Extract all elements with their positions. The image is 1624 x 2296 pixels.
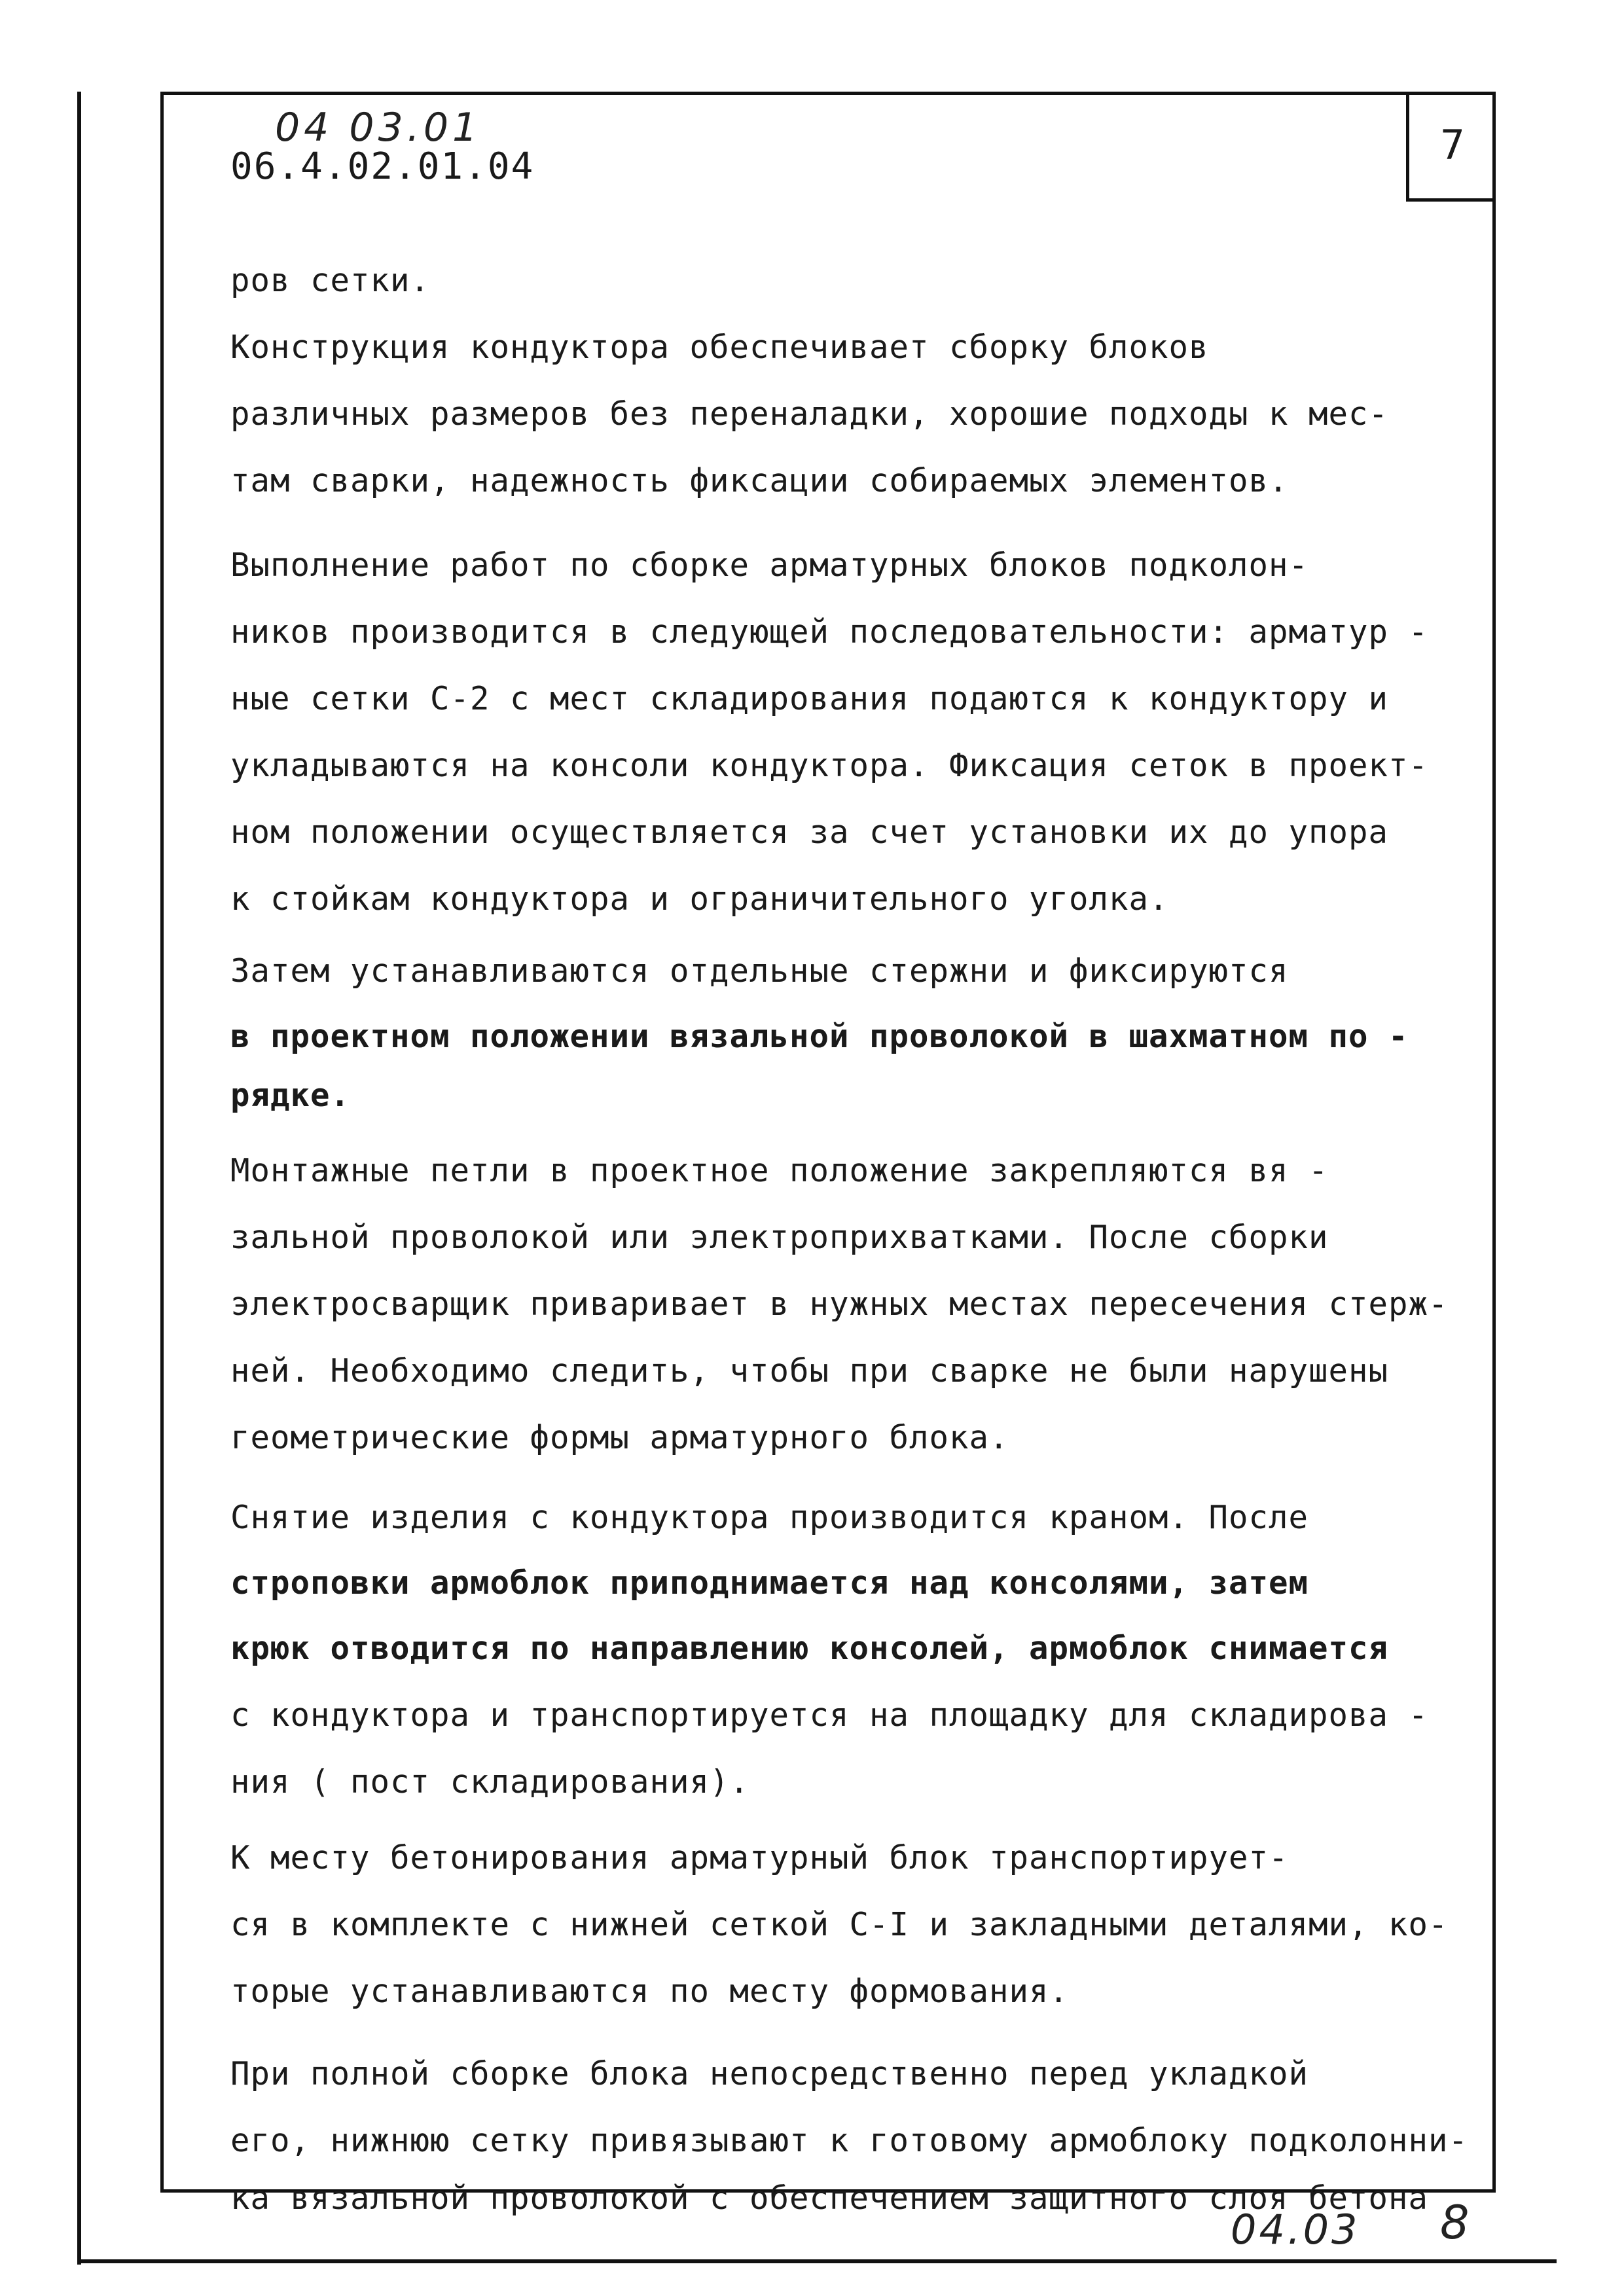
text-line: к стойкам кондуктора и ограничительного уголка. xyxy=(230,880,1169,918)
handwritten-footer-number: 8 xyxy=(1440,2196,1470,2250)
text-line: там сварки, надежность фиксации собираемых элементов. xyxy=(230,462,1289,499)
handwritten-footer-code: 04.03 xyxy=(1231,2206,1360,2253)
text-line: различных размеров без переналадки, хорошие подходы к мес- xyxy=(230,395,1389,433)
text-line: Затем устанавливаются отдельные стержни и фиксируются xyxy=(230,952,1289,990)
text-line: рядке. xyxy=(230,1077,351,1114)
text-line: торые устанавливаются по месту формования. xyxy=(230,1973,1070,2010)
page-number-box xyxy=(1406,92,1496,202)
text-line: ников производится в следующей последовательности: арматур - xyxy=(230,613,1429,651)
text-line: строповки армоблок приподнимается над консолями, затем xyxy=(230,1564,1309,1602)
handwritten-header-code: 04 03.01 xyxy=(275,105,482,151)
text-line: в проектном положении вязальной проволокой в шахматном по - xyxy=(230,1018,1409,1055)
text-line: укладываются на консоли кондуктора. Фиксация сеток в проект- xyxy=(230,747,1429,784)
binding-line-left xyxy=(77,92,81,2265)
text-line: Снятие изделия с кондуктора производится краном. После xyxy=(230,1499,1309,1536)
text-line: Конструкция кондуктора обеспечивает сборку блоков xyxy=(230,329,1209,366)
text-line: с кондуктора и транспортируется на площадку для складирова - xyxy=(230,1696,1429,1734)
text-line: электросварщик приваривает в нужных местах пересечения стерж- xyxy=(230,1285,1449,1323)
text-line: его, нижнюю сетку привязывают к готовому армоблоку подколонни- xyxy=(230,2122,1469,2159)
text-line: ния ( пост складирования). xyxy=(230,1763,750,1801)
text-line: ся в комплекте с нижней сеткой С-I и закладными деталями, ко- xyxy=(230,1906,1449,1943)
document-code: 06.4.02.01.04 xyxy=(230,145,535,188)
text-line: К месту бетонирования арматурный блок транспортирует- xyxy=(230,1839,1289,1876)
text-line: ров сетки. xyxy=(230,262,431,299)
binding-line-bottom xyxy=(77,2259,1557,2263)
text-line: ка вязальной проволокой с обеспечением защитного слоя бетона xyxy=(230,2179,1429,2217)
page-number: 7 xyxy=(1440,121,1465,169)
text-line: ном положении осуществляется за счет установки их до упора xyxy=(230,814,1389,851)
text-line: геометрические формы арматурного блока. xyxy=(230,1419,1009,1456)
text-line: крюк отводится по направлению консолей, армоблок снимается xyxy=(230,1630,1389,1667)
text-line: При полной сборке блока непосредственно перед укладкой xyxy=(230,2055,1309,2092)
text-line: ней. Необходимо следить, чтобы при сварке не были нарушены xyxy=(230,1352,1389,1390)
text-line: зальной проволокой или электроприхватками. После сборки xyxy=(230,1219,1329,1256)
text-line: Выполнение работ по сборке арматурных блоков подколон- xyxy=(230,547,1309,584)
text-line: Монтажные петли в проектное положение закрепляются вя - xyxy=(230,1152,1329,1189)
text-line: ные сетки С-2 с мест складирования подаются к кондуктору и xyxy=(230,680,1389,717)
